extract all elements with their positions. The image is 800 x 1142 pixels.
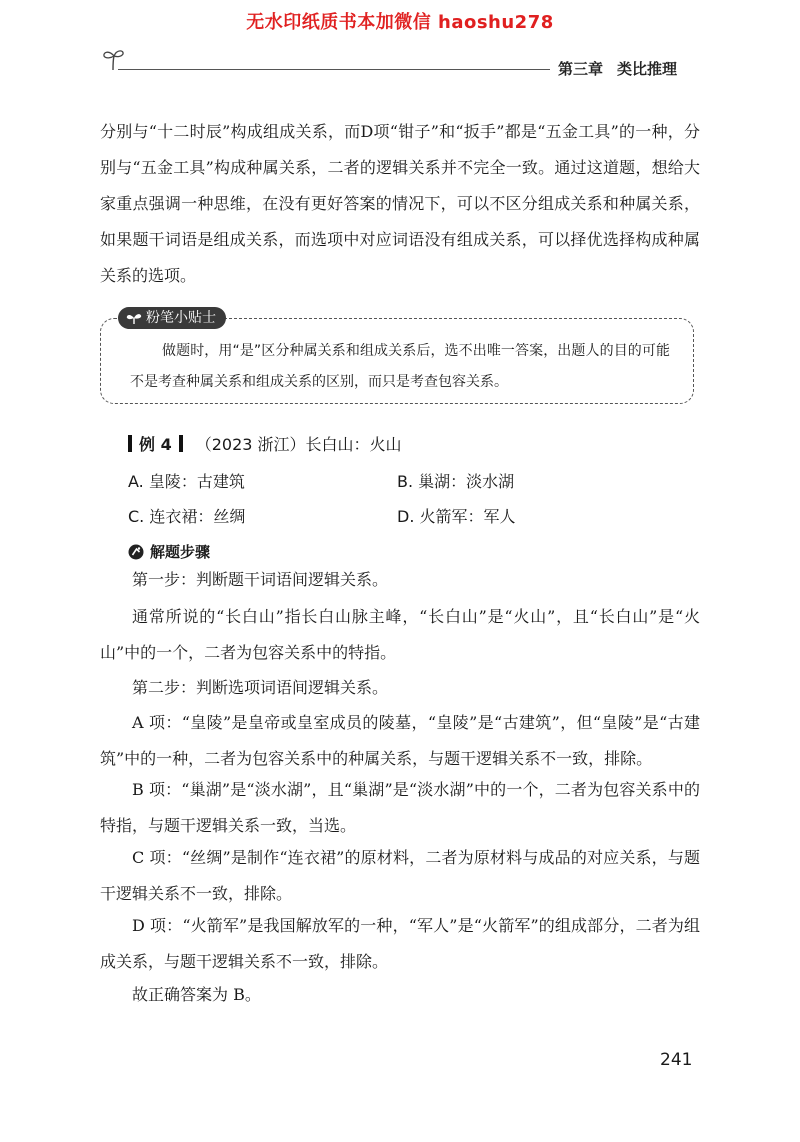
steps-heading-text: 解题步骤: [150, 543, 211, 561]
tip-text: 做题时，用“是”区分种属关系和组成关系后，选不出唯一答案，出题人的目的可能不是考查种属关系和组成关系的区别，而只是考查包容关系。: [130, 343, 670, 390]
chapter-title: 类比推理: [617, 60, 678, 78]
conclusion: 故正确答案为 B。: [132, 985, 261, 1004]
analysis-d: D 项：“火箭军”是我国解放军的一种，“军人”是“火箭军”的组成部分，二者为组成关系，与题干逻辑关系不一致，排除。: [100, 916, 700, 971]
step1-line: 第一步：判断题干词语间逻辑关系。: [132, 570, 389, 589]
example-question: （2023 浙江）长白山：火山: [195, 435, 402, 454]
page-number: 241: [660, 1050, 693, 1070]
header-rule: [118, 69, 550, 70]
tip-label: [118, 307, 226, 329]
leaf-icon: [126, 311, 142, 325]
step1-detail: 通常所说的“长白山”指长白山脉主峰，“长白山”是“火山”，且“长白山”是“火山”中的一个，二者为包容关系中的特指。: [100, 607, 700, 662]
tip-label-text: 粉笔小贴士: [146, 310, 216, 326]
option-d: D. 火箭军：军人: [397, 507, 516, 526]
option-c: C. 连衣裙：丝绸: [128, 507, 246, 526]
example-heading: [128, 432, 402, 455]
example-label: 例 4: [139, 435, 172, 454]
chapter-number: 第三章: [558, 60, 604, 78]
analysis-a: A 项：“皇陵”是皇帝或皇室成员的陵墓，“皇陵”是“古建筑”，但“皇陵”是“古建筑”中的一种，二者为包容关系中的种属关系，与题干逻辑关系不一致，排除。: [100, 713, 700, 768]
bracket-right-icon: [179, 435, 183, 452]
watermark-text: 无水印纸质书本加微信 haoshu278: [246, 12, 554, 33]
option-a: A. 皇陵：古建筑: [128, 472, 245, 491]
step2-line: 第二步：判断选项词语间逻辑关系。: [132, 678, 389, 697]
running-header: [558, 58, 677, 79]
bracket-left-icon: [128, 435, 132, 452]
intro-paragraph: 分别与“十二时辰”构成组成关系，而D项“钳子”和“扳手”都是“五金工具”的一种，分别与“五金工具”构成种属关系，二者的逻辑关系并不完全一致。通过这道题，想给大家重点强调一种思维，在没有更好答案的情况下，可以不区分组成关系和种属关系，如果题干词语是组成关系，而选项中对应词语没有组成关系，可以择优选择构成种属关系的选项。: [100, 122, 700, 285]
analysis-c: C 项：“丝绸”是制作“连衣裙”的原材料，二者为原材料与成品的对应关系，与题干逻辑关系不一致，排除。: [100, 848, 700, 903]
steps-icon: [128, 544, 144, 560]
steps-heading: [128, 541, 210, 562]
analysis-b: B 项：“巢湖”是“淡水湖”，且“巢湖”是“淡水湖”中的一个，二者为包容关系中的特指，与题干逻辑关系一致，当选。: [100, 780, 700, 835]
option-b: B. 巢湖：淡水湖: [397, 472, 515, 491]
